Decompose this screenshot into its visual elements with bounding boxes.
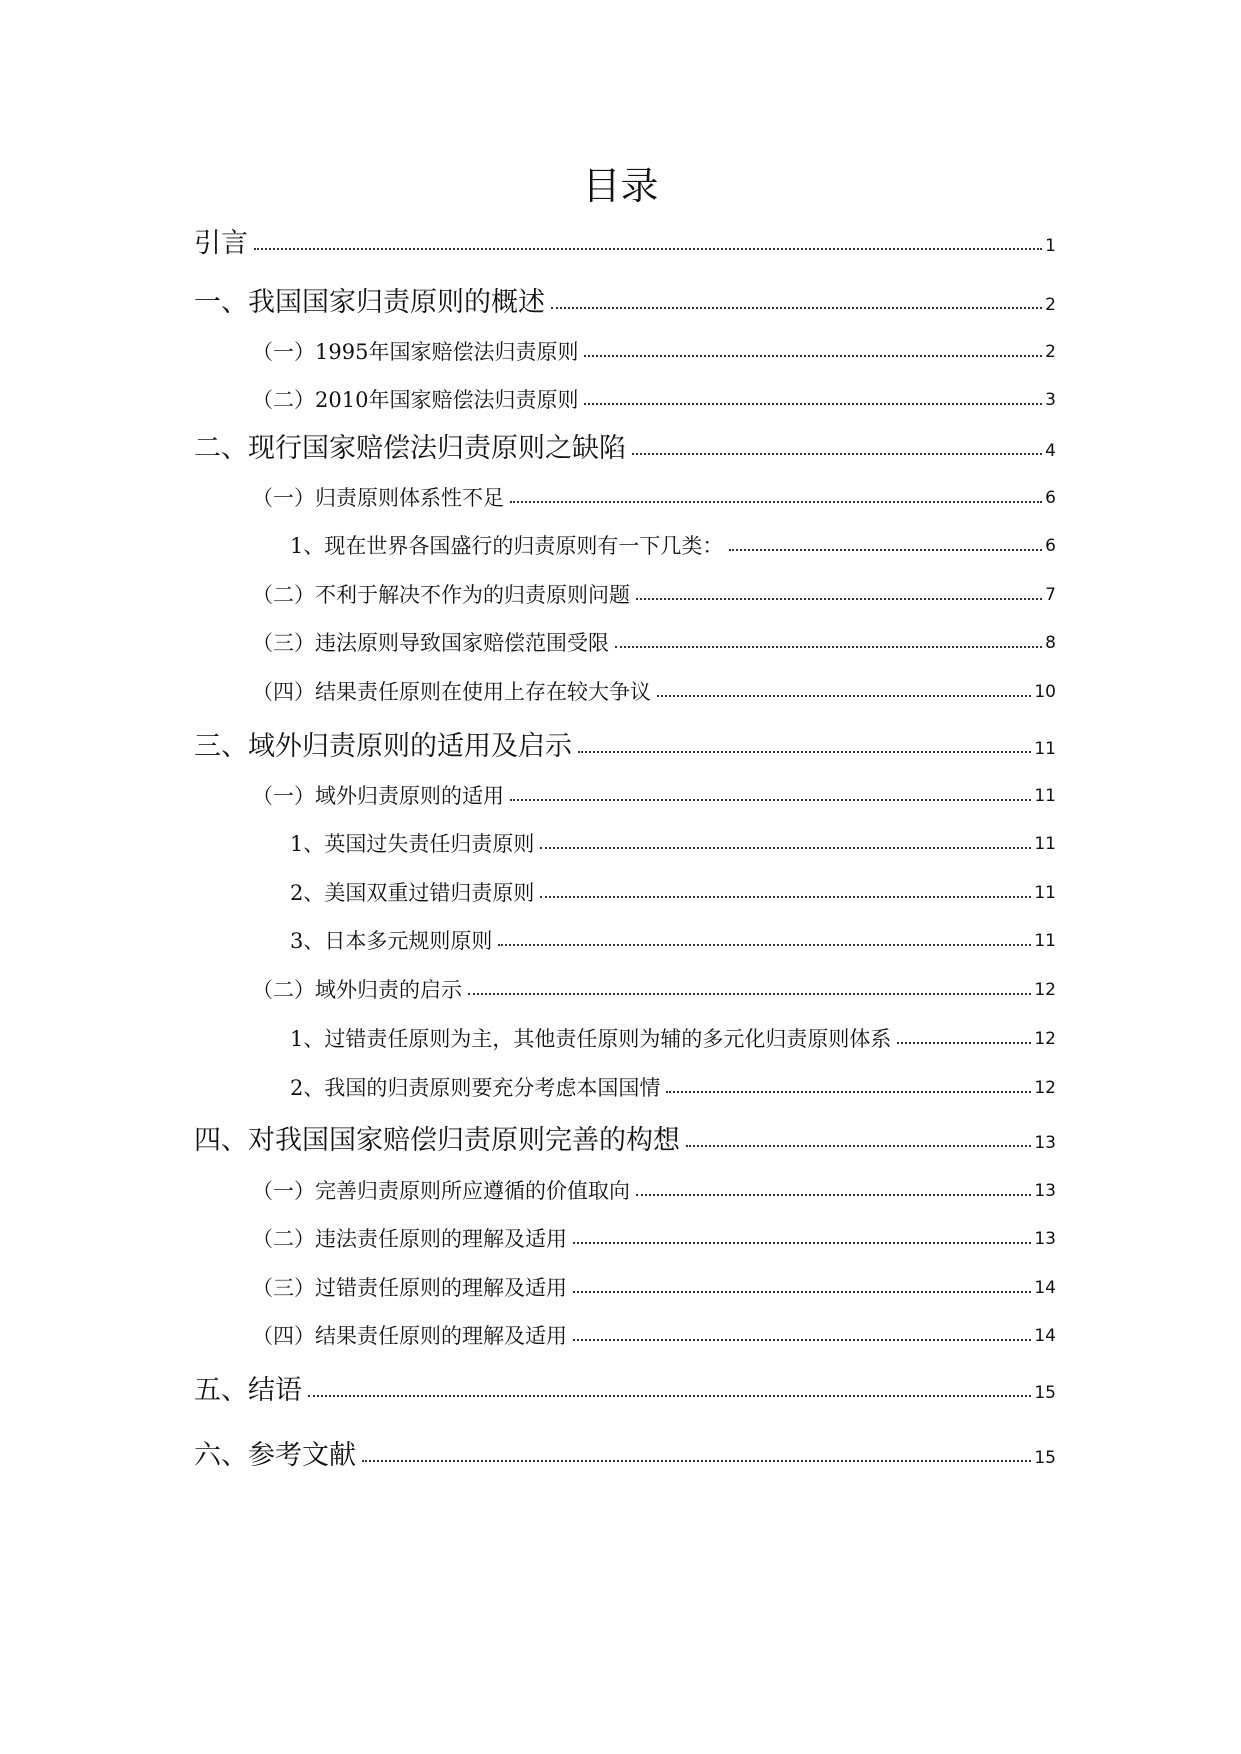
toc-entry-subsection[interactable] — [290, 526, 1056, 558]
toc-page-number: 11 — [1034, 739, 1056, 759]
toc-entry-text: 1、过错责任原则为主，其他责任原则为辅的多元化归责原则体系 — [290, 1026, 892, 1051]
dot-leader — [636, 598, 1042, 600]
toc-entry-references[interactable] — [194, 1431, 1056, 1471]
dot-leader — [632, 453, 1042, 455]
toc-page-number: 15 — [1034, 1383, 1056, 1403]
dot-leader — [498, 944, 1031, 946]
toc-page-number: 2 — [1045, 295, 1056, 315]
toc-page-number: 12 — [1034, 1078, 1056, 1098]
toc-entry-text: （三）过错责任原则的理解及适用 — [252, 1275, 567, 1300]
toc-page-number: 13 — [1034, 1229, 1056, 1249]
dot-leader — [510, 501, 1042, 503]
toc-entry-section[interactable] — [252, 672, 1056, 704]
toc-entry-text: 1、现在世界各国盛行的归责原则有一下几类： — [290, 533, 724, 558]
toc-entry-text: （四）结果责任原则在使用上存在较大争议 — [252, 679, 651, 704]
dot-leader — [254, 248, 1042, 250]
toc-entry-section[interactable] — [252, 1316, 1056, 1348]
toc-page-number: 3 — [1045, 390, 1056, 410]
toc-entry-section[interactable] — [252, 1268, 1056, 1300]
dot-leader — [540, 896, 1031, 898]
toc-page-number: 4 — [1045, 441, 1056, 461]
toc-page-number: 8 — [1045, 633, 1056, 653]
toc-entry-introduction[interactable] — [194, 219, 1056, 259]
toc-entry-chapter-2[interactable] — [194, 424, 1056, 464]
toc-page-number: 15 — [1034, 1448, 1056, 1468]
toc-entry-text: 2、美国双重过错归责原则 — [290, 880, 535, 905]
dot-leader — [362, 1460, 1031, 1462]
toc-page-number: 11 — [1034, 834, 1056, 854]
toc-entry-section[interactable] — [252, 575, 1056, 607]
toc-page-number: 14 — [1034, 1278, 1056, 1298]
toc-page-number: 6 — [1045, 536, 1056, 556]
toc-page-number: 1 — [1045, 236, 1056, 256]
toc-entry-conclusion[interactable] — [194, 1366, 1056, 1406]
dot-leader — [573, 1339, 1031, 1341]
toc-entry-section[interactable] — [252, 1219, 1056, 1251]
dot-leader — [636, 1194, 1031, 1196]
toc-page-number: 13 — [1034, 1133, 1056, 1153]
toc-entry-text: （一）完善归责原则所应遵循的价值取向 — [252, 1178, 630, 1203]
toc-entry-subsection[interactable] — [290, 1019, 1056, 1051]
toc-page-number: 11 — [1034, 931, 1056, 951]
dot-leader — [897, 1042, 1031, 1044]
toc-entry-subsection[interactable] — [290, 1068, 1056, 1100]
toc-entry-text: 二、现行国家赔偿法归责原则之缺陷 — [194, 432, 626, 464]
toc-entry-section[interactable] — [252, 1171, 1056, 1203]
toc-entry-text: 2、我国的归责原则要充分考虑本国国情 — [290, 1075, 661, 1100]
toc-entry-subsection[interactable] — [290, 873, 1056, 905]
toc-entry-subsection[interactable] — [290, 824, 1056, 856]
toc-page-number: 14 — [1034, 1326, 1056, 1346]
toc-entry-chapter-4[interactable] — [194, 1116, 1056, 1156]
dot-leader — [573, 1291, 1031, 1293]
toc-page-number: 12 — [1034, 1029, 1056, 1049]
toc-entry-text: 3、日本多元规则原则 — [290, 928, 493, 953]
toc-entry-text: （二）不利于解决不作为的归责原则问题 — [252, 582, 630, 607]
dot-leader — [686, 1145, 1031, 1147]
toc-entry-text: 一、我国国家归责原则的概述 — [194, 286, 545, 318]
toc-entry-text: （二）域外归责的启示 — [252, 977, 462, 1002]
toc-entry-section[interactable] — [252, 970, 1056, 1002]
toc-entry-text: 引言 — [194, 227, 248, 259]
toc-entry-text: 六、参考文献 — [194, 1439, 356, 1471]
toc-entry-text: 三、域外归责原则的适用及启示 — [194, 730, 572, 762]
toc-entry-text: （二）2010年国家赔偿法归责原则 — [252, 387, 579, 412]
dot-leader — [615, 646, 1042, 648]
toc-page-number: 2 — [1045, 342, 1056, 362]
toc-entry-text: （一）1995年国家赔偿法归责原则 — [252, 339, 579, 364]
toc-page-number: 12 — [1034, 980, 1056, 1000]
dot-leader — [729, 549, 1042, 551]
toc-page-number: 6 — [1045, 488, 1056, 508]
toc-entry-text: （一）归责原则体系性不足 — [252, 485, 504, 510]
dot-leader — [510, 799, 1031, 801]
toc-entry-section[interactable] — [252, 478, 1056, 510]
toc-entry-subsection[interactable] — [290, 921, 1056, 953]
dot-leader — [657, 695, 1031, 697]
toc-page-number: 7 — [1045, 585, 1056, 605]
dot-leader — [584, 355, 1042, 357]
dot-leader — [584, 403, 1042, 405]
toc-entry-section[interactable] — [252, 776, 1056, 808]
toc-entry-chapter-1[interactable] — [194, 278, 1056, 318]
dot-leader — [308, 1395, 1031, 1397]
toc-entry-text: 1、英国过失责任归责原则 — [290, 831, 535, 856]
dot-leader — [666, 1091, 1031, 1093]
toc-entry-text: （四）结果责任原则的理解及适用 — [252, 1323, 567, 1348]
toc-entry-text: （三）违法原则导致国家赔偿范围受限 — [252, 630, 609, 655]
toc-page-number: 11 — [1034, 883, 1056, 903]
toc-entry-section[interactable] — [252, 623, 1056, 655]
page-title: 目录 — [582, 164, 659, 208]
dot-leader — [468, 993, 1031, 995]
toc-entry-section[interactable] — [252, 332, 1056, 364]
toc-entry-text: （一）域外归责原则的适用 — [252, 783, 504, 808]
dot-leader — [573, 1242, 1031, 1244]
toc-entry-text: 四、对我国国家赔偿归责原则完善的构想 — [194, 1124, 680, 1156]
dot-leader — [540, 847, 1031, 849]
dot-leader — [578, 751, 1031, 753]
toc-page-number: 11 — [1034, 786, 1056, 806]
toc-entry-chapter-3[interactable] — [194, 722, 1056, 762]
toc-entry-text: （二）违法责任原则的理解及适用 — [252, 1226, 567, 1251]
toc-page-number: 10 — [1034, 682, 1056, 702]
toc-entry-section[interactable] — [252, 380, 1056, 412]
dot-leader — [551, 307, 1042, 309]
toc-entry-text: 五、结语 — [194, 1374, 302, 1406]
toc-page-number: 13 — [1034, 1181, 1056, 1201]
